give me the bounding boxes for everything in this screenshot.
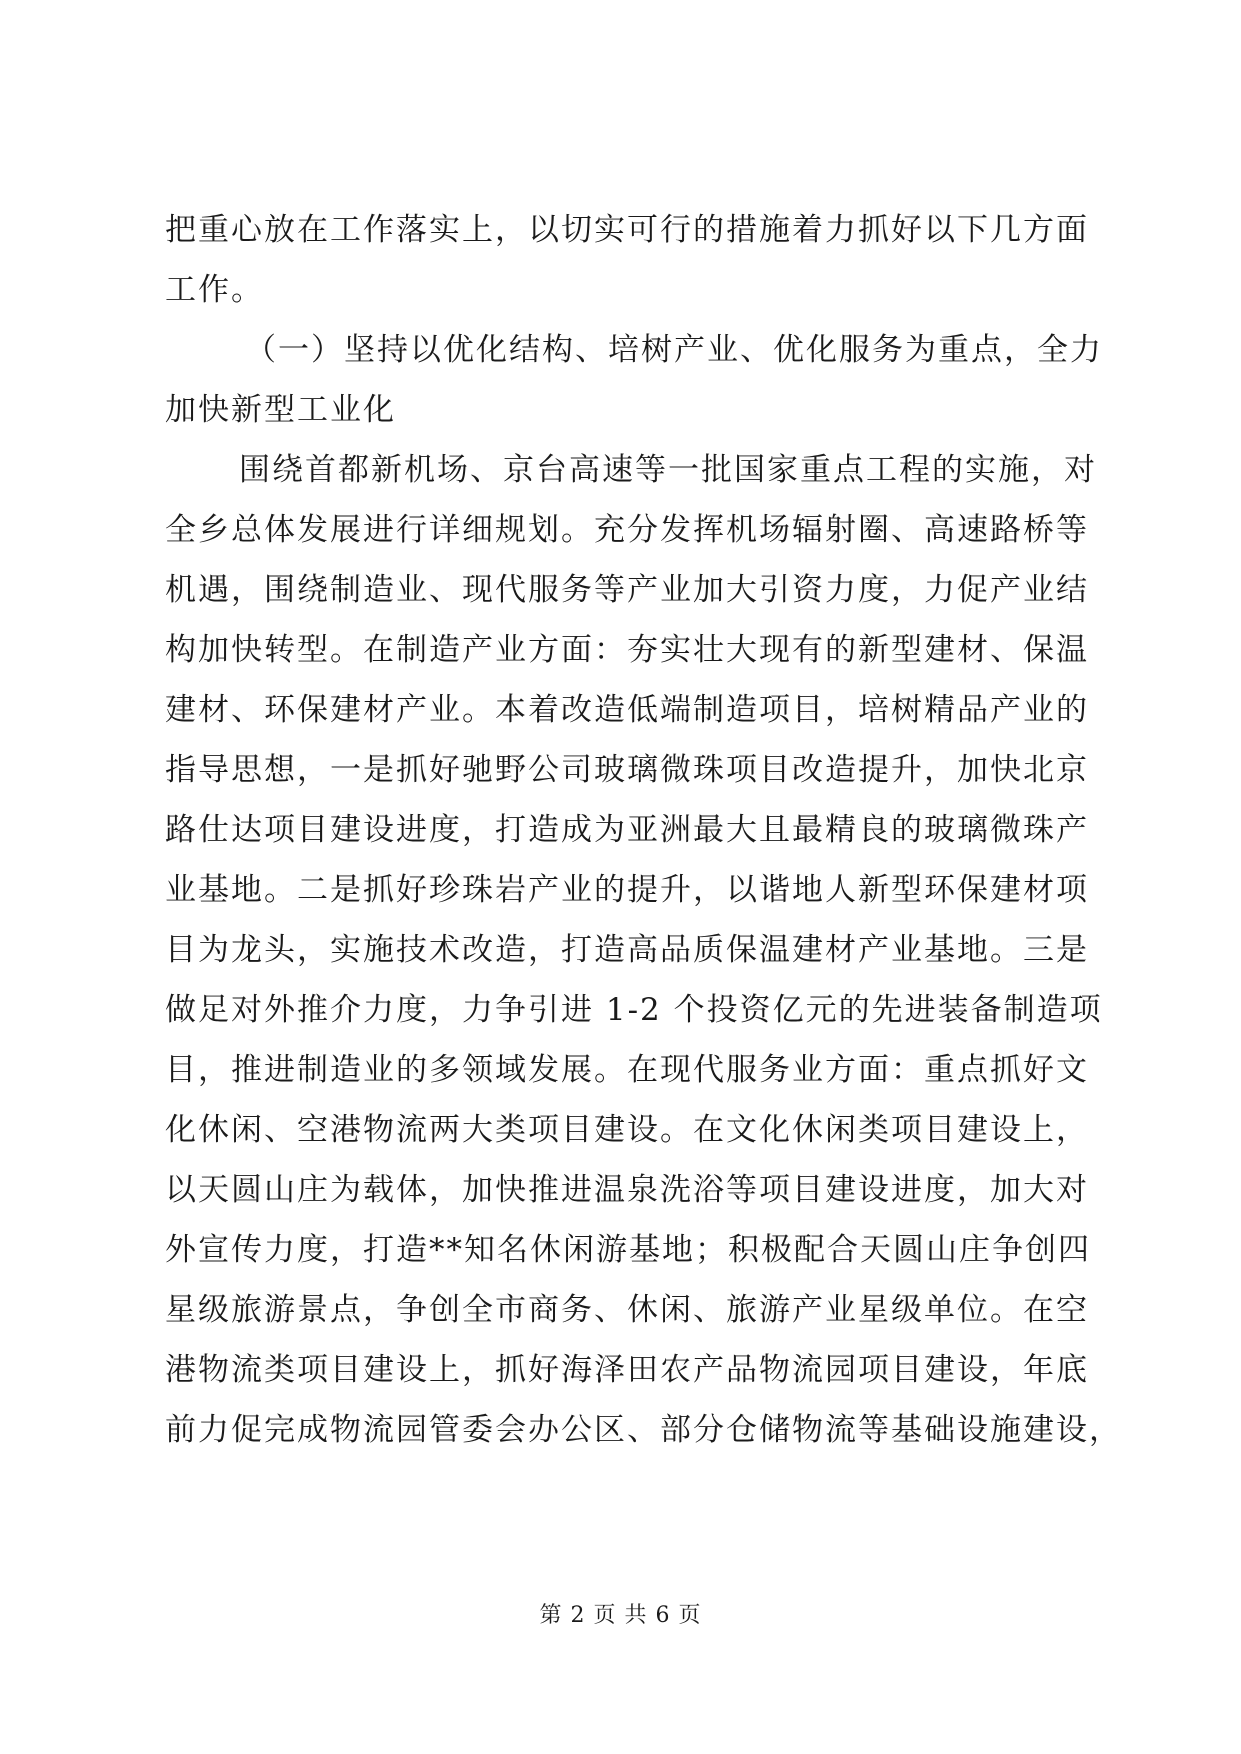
document-body [165, 200, 1122, 1460]
text-line: 围绕首都新机场、京台高速等一批国家重点工程的实施，对 [239, 452, 1097, 488]
text-line: 指导思想，一是抓好驰野公司玻璃微珠项目改造提升，加快北京 [165, 752, 1089, 788]
text-line: 目，推进制造业的多领域发展。在现代服务业方面：重点抓好文 [165, 1052, 1089, 1088]
text-line: 以天圆山庄为载体，加快推进温泉洗浴等项目建设进度，加大对 [165, 1172, 1089, 1208]
section-heading-line: 加快新型工业化 [165, 392, 396, 428]
text-line: 化休闲、空港物流两大类项目建设。在文化休闲类项目建设上， [165, 1112, 1089, 1148]
text-line: 全乡总体发展进行详细规划。充分发挥机场辐射圈、高速路桥等 [165, 512, 1089, 548]
text-line: 业基地。二是抓好珍珠岩产业的提升，以谐地人新型环保建材项 [165, 872, 1089, 908]
text-line: 把重心放在工作落实上，以切实可行的措施着力抓好以下几方面 [165, 212, 1089, 248]
section-heading-line: （一）坚持以优化结构、培树产业、优化服务为重点，全力 [245, 332, 1103, 368]
text-line: 做足对外推介力度，力争引进 1-2 个投资亿元的先进装备制造项 [165, 992, 1103, 1028]
text-line: 前力促完成物流园管委会办公区、部分仓储物流等基础设施建设， [165, 1412, 1122, 1448]
page-number-footer: 第 2 页 共 6 页 [539, 1603, 702, 1628]
text-line: 工作。 [165, 272, 264, 308]
text-line: 构加快转型。在制造产业方面：夯实壮大现有的新型建材、保温 [165, 632, 1089, 668]
text-line: 路仕达项目建设进度，打造成为亚洲最大且最精良的玻璃微珠产 [165, 812, 1089, 848]
text-line: 港物流类项目建设上，抓好海泽田农产品物流园项目建设，年底 [165, 1352, 1089, 1388]
text-line: 星级旅游景点，争创全市商务、休闲、旅游产业星级单位。在空 [165, 1292, 1089, 1328]
text-line: 建材、环保建材产业。本着改造低端制造项目，培树精品产业的 [165, 692, 1089, 728]
text-line: 目为龙头，实施技术改造，打造高品质保温建材产业基地。三是 [165, 932, 1089, 968]
text-line: 机遇，围绕制造业、现代服务等产业加大引资力度，力促产业结 [165, 572, 1089, 608]
text-line: 外宣传力度，打造**知名休闲游基地；积极配合天圆山庄争创四 [165, 1232, 1091, 1268]
